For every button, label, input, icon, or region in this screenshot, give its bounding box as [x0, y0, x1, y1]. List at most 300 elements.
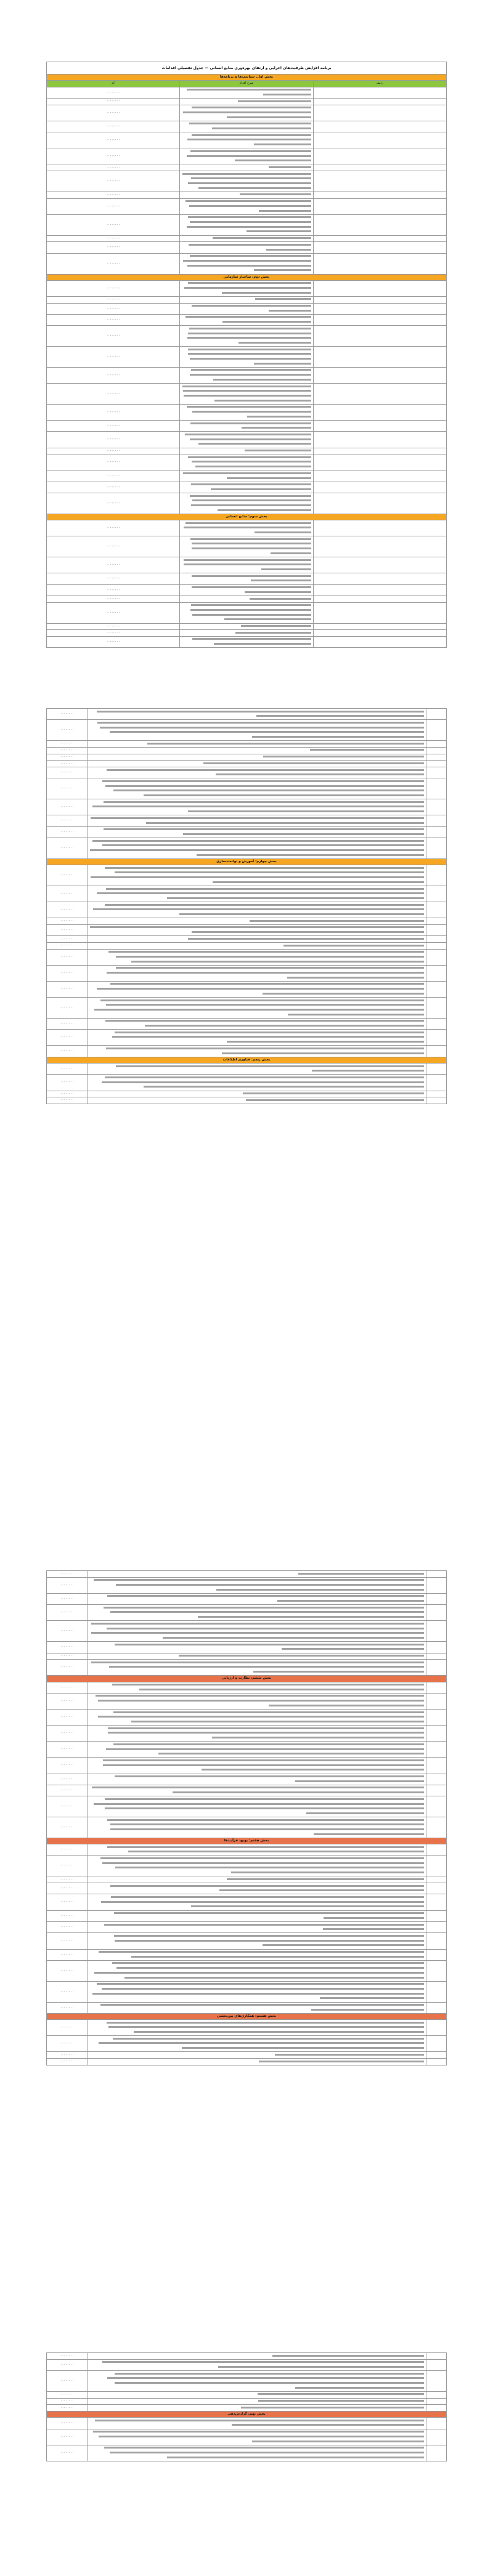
row-code: ۰۰-۰۰-۰۰ [47, 1577, 88, 1593]
row-code: ۰۰-۰۰-۰۰ [47, 1018, 88, 1029]
section-heading: بخش پنجم: فناوری اطلاعات [47, 1057, 447, 1063]
row-code: ۰۰-۰۰-۰۰ [47, 1097, 88, 1104]
row-code: ۰۰-۰۰-۰۰ [47, 520, 180, 536]
row-number [426, 949, 447, 965]
illegible-text-line [251, 579, 311, 581]
row-code: ۰۰-۰۰-۰۰ [47, 148, 180, 164]
row-code: ۰۰-۰۰-۰۰ [47, 384, 180, 405]
illegible-text-line [115, 1867, 424, 1868]
table-row [47, 253, 447, 274]
row-description [88, 949, 426, 965]
illegible-text-line [188, 333, 311, 334]
illegible-text-line [188, 282, 311, 284]
illegible-text-line [94, 1803, 424, 1805]
illegible-text-line [235, 632, 311, 634]
illegible-text-line [100, 727, 424, 729]
illegible-text-line [115, 871, 424, 873]
row-code: ۰۰-۰۰-۰۰ [47, 1682, 88, 1693]
row-description [88, 1605, 426, 1621]
row-number [313, 623, 446, 630]
row-code: ۰۰-۰۰-۰۰ [47, 2353, 88, 2360]
illegible-text-line [187, 226, 311, 228]
row-description [180, 253, 313, 274]
row-number [426, 1817, 447, 1838]
row-code: ۰۰-۰۰-۰۰ [47, 253, 180, 274]
row-code: ۰۰-۰۰-۰۰ [47, 2020, 88, 2036]
table-row [47, 421, 447, 432]
illegible-text-line [287, 977, 424, 979]
illegible-text-line [131, 1721, 424, 1722]
table-row [47, 2371, 447, 2392]
row-code: ۰۰-۰۰-۰۰ [47, 1817, 88, 1838]
row-description [88, 2445, 426, 2461]
row-code: ۰۰-۰۰-۰۰ [47, 2002, 88, 2013]
illegible-text-line [116, 1584, 424, 1586]
table-row [47, 902, 447, 918]
row-number [426, 1682, 447, 1693]
illegible-text-line [163, 1637, 424, 1639]
illegible-text-line [218, 509, 311, 511]
illegible-text-line [112, 1684, 424, 1686]
illegible-text-line [191, 504, 311, 506]
illegible-text-line [93, 908, 424, 910]
illegible-text-line [191, 1905, 424, 1907]
row-number [313, 482, 446, 493]
row-number [426, 981, 447, 997]
illegible-text-line [110, 2452, 424, 2453]
row-code: ۰۰-۰۰-۰۰ [47, 314, 180, 325]
row-number [313, 198, 446, 214]
illegible-text-line [115, 1644, 424, 1645]
illegible-text-line [192, 575, 311, 577]
table-row [47, 1949, 447, 1960]
row-description [180, 421, 313, 432]
row-code: ۰۰-۰۰-۰۰ [47, 2418, 88, 2429]
row-number [426, 902, 447, 918]
table-row [47, 1621, 447, 1642]
row-description [88, 1030, 426, 1046]
row-number [313, 326, 446, 347]
illegible-text-line [90, 849, 424, 851]
illegible-text-line [259, 2061, 425, 2062]
table-row [47, 326, 447, 347]
row-code: ۰۰-۰۰-۰۰ [47, 2398, 88, 2405]
illegible-text-line [277, 1600, 424, 1602]
table-row [47, 596, 447, 603]
row-code: ۰۰-۰۰-۰۰ [47, 1621, 88, 1642]
row-number [426, 943, 447, 950]
row-description [88, 1876, 426, 1883]
section-heading: بخش نهم: گزارش‌دهی [47, 2412, 447, 2418]
illegible-text-line [97, 722, 424, 724]
row-description [180, 347, 313, 368]
illegible-text-line [112, 1036, 424, 1038]
row-number [426, 1018, 447, 1029]
illegible-text-line [191, 604, 311, 606]
table-title-row [47, 62, 447, 75]
illegible-text-line [92, 1993, 424, 1995]
row-code: ۰۰-۰۰-۰۰ [47, 623, 180, 630]
illegible-text-line [198, 443, 311, 445]
illegible-text-line [190, 422, 311, 424]
table-row [47, 2002, 447, 2013]
row-number [426, 865, 447, 886]
row-number [313, 493, 446, 514]
table-row [47, 2359, 447, 2370]
illegible-text-line [188, 938, 424, 940]
table-row [47, 918, 447, 925]
row-code: ۰۰-۰۰-۰۰ [47, 171, 180, 192]
row-code: ۰۰-۰۰-۰۰ [47, 2445, 88, 2461]
row-number [426, 1064, 447, 1075]
row-description [180, 623, 313, 630]
row-description [88, 936, 426, 943]
row-code: ۰۰-۰۰-۰۰ [47, 720, 88, 741]
row-description [180, 171, 313, 192]
row-code: ۰۰-۰۰-۰۰ [47, 2371, 88, 2392]
table-row [47, 1883, 447, 1894]
illegible-text-line [227, 477, 311, 479]
illegible-text-line [184, 527, 311, 528]
illegible-text-line [241, 625, 311, 627]
row-number [313, 121, 446, 132]
row-code: ۰۰-۰۰-۰۰ [47, 1693, 88, 1709]
illegible-text-line [147, 743, 424, 745]
row-description [88, 2002, 426, 2013]
row-number [426, 936, 447, 943]
illegible-text-line [108, 1732, 424, 1734]
illegible-text-line [250, 598, 311, 600]
row-code: ۰۰-۰۰-۰۰ [47, 99, 180, 105]
row-description [88, 1018, 426, 1029]
illegible-text-line [222, 292, 311, 294]
illegible-text-line [203, 762, 424, 764]
table-row [47, 314, 447, 325]
table-row [47, 536, 447, 557]
row-description [180, 198, 313, 214]
table-row [47, 1571, 447, 1578]
row-number [426, 1785, 447, 1796]
table-row [47, 1097, 447, 1104]
row-number [313, 432, 446, 448]
illegible-text-line [184, 559, 311, 561]
row-description [180, 99, 313, 105]
row-code: ۰۰-۰۰-۰۰ [47, 105, 180, 121]
illegible-text-line [213, 881, 424, 883]
illegible-text-line [192, 305, 311, 307]
illegible-text-line [102, 1081, 424, 1083]
row-number [313, 584, 446, 596]
table-row [47, 1774, 447, 1785]
illegible-text-line [107, 1819, 424, 1821]
table-row [47, 470, 447, 482]
row-number [313, 573, 446, 584]
table-row [47, 623, 447, 630]
row-code: ۰۰-۰۰-۰۰ [47, 886, 88, 902]
row-description [88, 1742, 426, 1758]
row-code: ۰۰-۰۰-۰۰ [47, 347, 180, 368]
illegible-text-line [227, 1041, 424, 1043]
row-number [313, 132, 446, 148]
row-description [88, 778, 426, 799]
table-row [47, 838, 447, 859]
table-row [47, 242, 447, 253]
row-description [88, 709, 426, 720]
table-row [47, 1577, 447, 1593]
row-description [88, 2429, 426, 2445]
illegible-text-line [272, 2355, 424, 2357]
illegible-text-line [190, 495, 311, 497]
row-number [426, 2445, 447, 2461]
illegible-text-line [110, 1828, 424, 1830]
row-number [313, 557, 446, 573]
row-description [88, 1796, 426, 1817]
row-description [180, 314, 313, 325]
row-code: ۰۰-۰۰-۰۰ [47, 936, 88, 943]
illegible-text-line [185, 434, 311, 435]
row-code: ۰۰-۰۰-۰۰ [47, 761, 88, 767]
row-description [180, 448, 313, 454]
row-description [180, 602, 313, 623]
row-code: ۰۰-۰۰-۰۰ [47, 747, 88, 754]
illegible-text-line [245, 450, 311, 451]
row-code: ۰۰-۰۰-۰۰ [47, 584, 180, 596]
row-number [426, 741, 447, 748]
illegible-text-line [185, 522, 311, 524]
illegible-text-line [103, 1759, 425, 1761]
illegible-text-line [99, 1951, 424, 1953]
row-code: ۰۰-۰۰-۰۰ [47, 596, 180, 603]
section-rows [47, 709, 447, 859]
row-code: ۰۰-۰۰-۰۰ [47, 280, 180, 296]
row-code: ۰۰-۰۰-۰۰ [47, 432, 180, 448]
row-code: ۰۰-۰۰-۰۰ [47, 1922, 88, 1933]
table-row [47, 296, 447, 303]
illegible-text-line [191, 369, 311, 371]
illegible-text-line [190, 609, 311, 611]
illegible-text-line [295, 1780, 424, 1782]
table-row [47, 602, 447, 623]
illegible-text-line [131, 1956, 424, 1958]
row-number [426, 1981, 447, 2002]
row-description [88, 1064, 426, 1075]
illegible-text-line [114, 1935, 424, 1937]
row-description [88, 1855, 426, 1876]
row-number [426, 1742, 447, 1758]
row-code: ۰۰-۰۰-۰۰ [47, 943, 88, 950]
row-number [313, 87, 446, 98]
table-row [47, 1742, 447, 1758]
row-number [426, 1660, 447, 1676]
illegible-text-line [167, 897, 424, 899]
illegible-text-line [258, 2393, 424, 2395]
illegible-text-line [116, 1065, 424, 1067]
row-number [313, 421, 446, 432]
row-number [426, 1710, 447, 1726]
row-number [426, 838, 447, 859]
illegible-text-line [184, 395, 311, 397]
row-code: ۰۰-۰۰-۰۰ [47, 1605, 88, 1621]
row-description [180, 636, 313, 647]
table-row [47, 981, 447, 997]
illegible-text-line [106, 888, 424, 890]
row-description [180, 326, 313, 347]
row-number [426, 1883, 447, 1894]
section-rows [47, 1682, 447, 1838]
illegible-text-line [115, 2373, 425, 2375]
table-row [47, 303, 447, 314]
table-row [47, 171, 447, 192]
row-number [426, 1605, 447, 1621]
row-description [88, 1844, 426, 1855]
illegible-text-line [187, 337, 311, 339]
table-row [47, 1981, 447, 2002]
illegible-text-line [283, 945, 424, 947]
illegible-text-line [311, 2009, 424, 2011]
illegible-text-line [97, 892, 424, 894]
illegible-text-line [282, 1648, 424, 1650]
row-number [426, 1949, 447, 1960]
row-description [180, 557, 313, 573]
row-code: ۰۰-۰۰-۰۰ [47, 1593, 88, 1604]
table-row [47, 630, 447, 637]
row-number [426, 2020, 447, 2036]
row-number [426, 720, 447, 741]
row-description [180, 536, 313, 557]
illegible-text-line [187, 265, 311, 267]
illegible-text-line [188, 353, 311, 355]
row-code: ۰۰-۰۰-۰۰ [47, 1758, 88, 1774]
illegible-text-line [254, 363, 311, 365]
table-row [47, 2405, 447, 2412]
row-number [426, 2359, 447, 2370]
illegible-text-line [222, 321, 311, 323]
illegible-text-line [190, 374, 311, 376]
row-code: ۰۰-۰۰-۰۰ [47, 838, 88, 859]
row-code: ۰۰-۰۰-۰۰ [47, 235, 180, 242]
row-number [426, 2002, 447, 2013]
illegible-text-line [255, 531, 311, 533]
section-rows [47, 87, 447, 274]
row-code: ۰۰-۰۰-۰۰ [47, 1642, 88, 1653]
illegible-text-line [306, 1812, 424, 1814]
row-description [88, 747, 426, 754]
row-code: ۰۰-۰۰-۰۰ [47, 1844, 88, 1855]
row-code: ۰۰-۰۰-۰۰ [47, 826, 88, 838]
table-row [47, 1855, 447, 1876]
section-rows [47, 2418, 447, 2461]
illegible-text-line [111, 1896, 424, 1898]
row-description [88, 1693, 426, 1709]
illegible-text-line [238, 100, 311, 102]
illegible-text-line [105, 904, 424, 906]
row-code: ۰۰-۰۰-۰۰ [47, 998, 88, 1019]
illegible-text-line [98, 1700, 424, 1702]
row-description [180, 630, 313, 637]
table-row [47, 584, 447, 596]
illegible-text-line [106, 1048, 424, 1049]
row-number [426, 918, 447, 925]
illegible-text-line [107, 2022, 424, 2024]
row-description [88, 1653, 426, 1660]
illegible-text-line [188, 810, 424, 812]
row-code: ۰۰-۰۰-۰۰ [47, 326, 180, 347]
row-code: ۰۰-۰۰-۰۰ [47, 865, 88, 886]
illegible-text-line [139, 1689, 424, 1690]
section-heading-row [47, 2412, 447, 2418]
illegible-text-line [179, 913, 424, 915]
row-code: ۰۰-۰۰-۰۰ [47, 2429, 88, 2445]
document-title: برنامه افزایش ظرفیت‌های اجرایی و ارتقای بهره‌وری منابع انسانی — جدول تفصیلی اقدامات [47, 62, 447, 75]
illegible-text-line [238, 342, 311, 344]
table-row [47, 384, 447, 405]
row-number [426, 1030, 447, 1046]
row-number [426, 747, 447, 754]
row-description [88, 1922, 426, 1933]
row-description [88, 838, 426, 859]
section-heading-row [47, 1057, 447, 1063]
table-row [47, 1091, 447, 1097]
row-code: ۰۰-۰۰-۰۰ [47, 1726, 88, 1742]
illegible-text-line [115, 1775, 424, 1777]
illegible-text-line [185, 316, 311, 318]
illegible-text-line [190, 538, 311, 540]
illegible-text-line [114, 1912, 424, 1914]
row-code: ۰۰-۰۰-۰۰ [47, 602, 180, 623]
illegible-text-line [97, 988, 424, 990]
row-number [313, 192, 446, 198]
action-table [46, 708, 447, 1104]
row-description [88, 1774, 426, 1785]
illegible-text-line [107, 1846, 424, 1848]
table-row [47, 754, 447, 761]
table-row [47, 132, 447, 148]
illegible-text-line [91, 1623, 424, 1625]
table-row [47, 2020, 447, 2036]
illegible-text-line [216, 1589, 424, 1591]
illegible-text-line [263, 756, 424, 757]
table-row [47, 1876, 447, 1883]
section-heading-row [47, 858, 447, 865]
illegible-text-line [124, 1977, 424, 1979]
row-description [180, 303, 313, 314]
row-description [88, 1726, 426, 1742]
illegible-text-line [254, 143, 311, 145]
illegible-text-line [144, 1086, 424, 1088]
section-heading: بخش هشتم: همکاری‌های بین‌بخشی [47, 2013, 447, 2019]
row-number [426, 767, 447, 778]
row-code: ۰۰-۰۰-۰۰ [47, 2359, 88, 2370]
illegible-text-line [103, 1764, 424, 1766]
illegible-text-line [218, 2366, 424, 2368]
illegible-text-line [187, 155, 311, 157]
row-number [426, 1075, 447, 1091]
illegible-text-line [100, 999, 424, 1001]
row-description [88, 1894, 426, 1910]
row-description [180, 242, 313, 253]
row-description [88, 1710, 426, 1726]
row-code: ۰۰-۰۰-۰۰ [47, 1949, 88, 1960]
illegible-text-line [104, 801, 424, 803]
row-description [88, 2398, 426, 2405]
row-number [426, 1726, 447, 1742]
row-code: ۰۰-۰۰-۰۰ [47, 536, 180, 557]
row-number [426, 1758, 447, 1774]
illegible-text-line [190, 150, 311, 152]
row-number [313, 630, 446, 637]
illegible-text-line [263, 94, 311, 95]
table-row [47, 747, 447, 754]
